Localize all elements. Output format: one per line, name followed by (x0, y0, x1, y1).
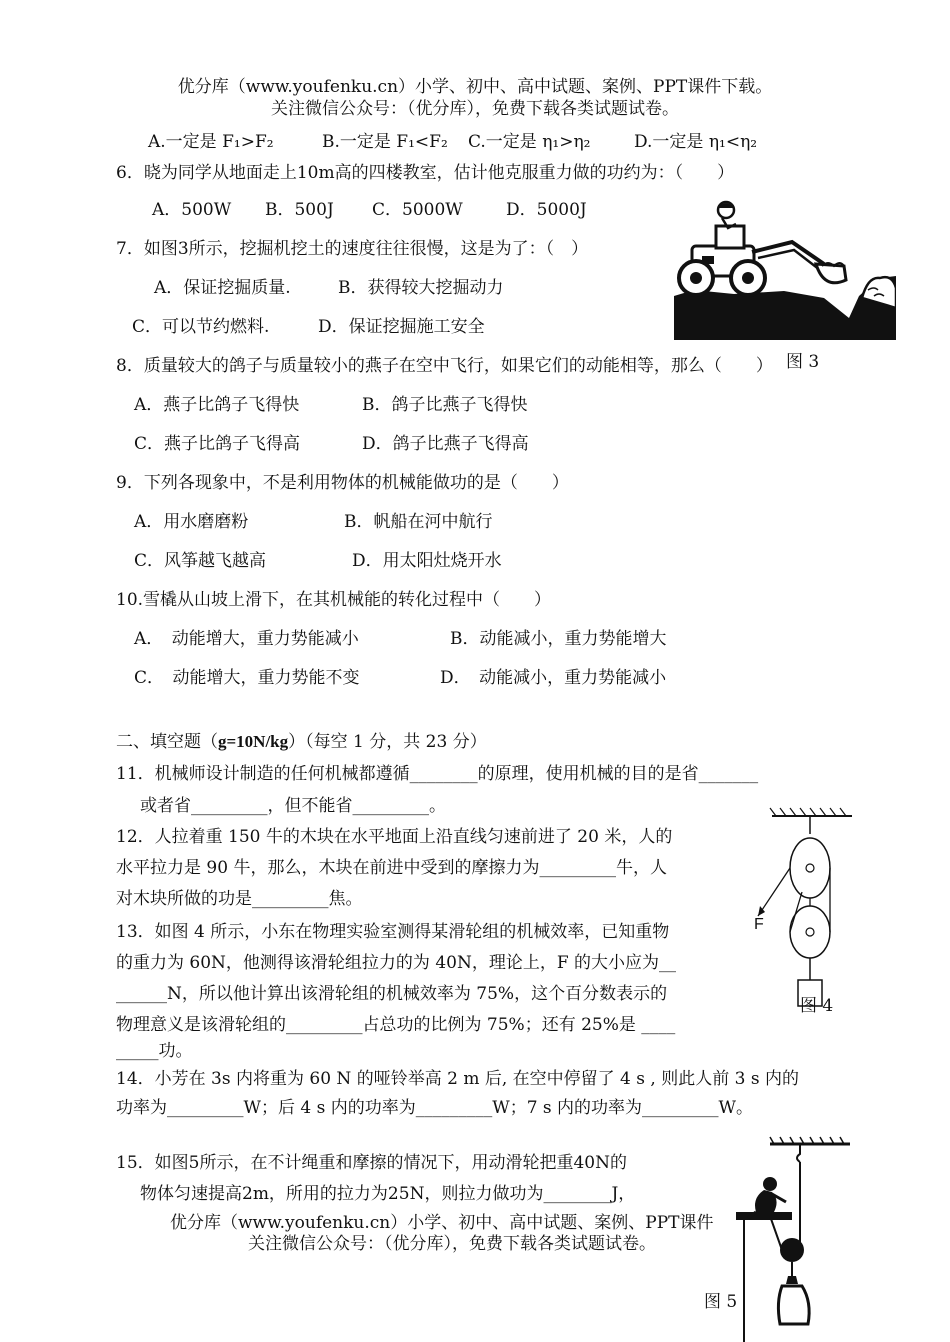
q8-option-b: B．鸽子比燕子飞得快 (362, 395, 528, 415)
q7-stem: 7．如图3所示，挖掘机挖土的速度往往很慢，这是为了：（ ） (116, 239, 589, 259)
footer-line-1: 优分库（www.youfenku.cn）小学、初中、高中试题、案例、PPT课件 (170, 1213, 714, 1233)
q15-line-1: 15．如图5所示，在不计绳重和摩擦的情况下，用动滑轮把重40N的 (116, 1153, 627, 1173)
fig3-caption: 图 3 (786, 352, 820, 372)
q8-option-d: D．鸽子比燕子飞得高 (362, 434, 529, 454)
q13-line-3: ______N，所以他计算出该滑轮组的机械效率为 75%，这个百分数表示的 (116, 984, 668, 1004)
q7-option-a: A．保证挖掘质量. (154, 278, 291, 298)
q11-line-2: 或者省_________，但不能省_________。 (140, 796, 446, 816)
fig4-force-label: F (754, 916, 764, 933)
q8-option-a: A．燕子比鸽子飞得快 (134, 395, 300, 415)
q6-stem: 6．晓为同学从地面走上10m高的四楼教室，估计他克服重力做的功约为：（ ） (116, 163, 735, 183)
q14-line-2: 功率为_________W；后 4 s 内的功率为_________W；7 s 内的功率为_________W。 (116, 1098, 754, 1118)
q12-line-1: 12．人拉着重 150 牛的木块在水平地面上沿直线匀速前进了 20 米，人的 (116, 827, 673, 847)
q11-line-1: 11．机械师设计制造的任何机械都遵循________的原理，使用机械的目的是省_______ (116, 764, 759, 784)
q8-option-c: C．燕子比鸽子飞得高 (134, 434, 301, 454)
q6-option-a: A．500W (152, 200, 232, 220)
q8-stem: 8．质量较大的鸽子与质量较小的燕子在空中飞行，如果它们的动能相等，那么（ ） (116, 356, 773, 376)
q13-line-5: _____功。 (116, 1041, 193, 1061)
q6-option-c: C．5000W (372, 200, 463, 220)
q5-option-d: D.一定是 η₁<η₂ (634, 132, 758, 152)
section-2-heading: 二、填空题（g=10N/kg）（每空 1 分，共 23 分） (116, 732, 487, 752)
q7-option-b: B．获得较大挖掘动力 (338, 278, 504, 298)
q5-option-b: B.一定是 F₁<F₂ (322, 132, 448, 152)
q6-option-d: D．5000J (506, 200, 587, 220)
q5-option-c: C.一定是 η₁>η₂ (468, 132, 591, 152)
q10-option-d: D． 动能减小，重力势能减小 (440, 668, 667, 688)
q9-option-b: B．帆船在河中航行 (344, 512, 493, 532)
q12-line-3: 对木块所做的功是_________焦。 (116, 889, 363, 909)
q14-line-1: 14．小芳在 3s 内将重为 60 N 的哑铃举高 2 m 后, 在空中停留了 4 s , 则此人前 3 s 内的 (116, 1069, 799, 1089)
q12-line-2: 水平拉力是 90 牛，那么，木块在前进中受到的摩擦力为_________牛，人 (116, 858, 667, 878)
pulley-block-figure (752, 806, 858, 1018)
q9-stem: 9．下列各现象中，不是利用物体的机械能做功的是（ ） (116, 473, 569, 493)
q10-option-b: B．动能减小，重力势能增大 (450, 629, 667, 649)
q10-option-c: C． 动能增大，重力势能不变 (134, 668, 360, 688)
q6-option-b: B．500J (265, 200, 334, 220)
fig5-caption: 图 5 (704, 1292, 738, 1312)
header-line-2: 关注微信公众号：（优分库），免费下载各类试题试卷。 (271, 99, 679, 119)
q7-option-c: C．可以节约燃料. (132, 317, 270, 337)
excavator-figure (674, 198, 896, 340)
fig4-caption: 图 4 (800, 996, 834, 1016)
q9-option-c: C．风筝越飞越高 (134, 551, 267, 571)
movable-pulley-figure (730, 1134, 854, 1342)
q13-line-2: 的重力为 60N，他测得该滑轮组拉力的为 40N，理论上，F 的大小应为__ (116, 953, 677, 973)
q5-option-a: A.一定是 F₁>F₂ (148, 132, 274, 152)
q7-option-d: D．保证挖掘施工安全 (318, 317, 485, 337)
footer-line-2: 关注微信公众号：（优分库），免费下载各类试题试卷。 (248, 1234, 656, 1254)
q10-stem: 10.雪橇从山坡上滑下，在其机械能的转化过程中（ ） (116, 590, 552, 610)
q15-line-2: 物体匀速提高2m，所用的拉力为25N，则拉力做功为________J， (140, 1184, 636, 1204)
header-line-1: 优分库（www.youfenku.cn）小学、初中、高中试题、案例、PPT课件下载。 (177, 77, 773, 97)
q9-option-a: A．用水磨磨粉 (134, 512, 249, 532)
q9-option-d: D．用太阳灶烧开水 (352, 551, 502, 571)
q10-option-a: A． 动能增大，重力势能减小 (134, 629, 359, 649)
q13-line-4: 物理意义是该滑轮组的_________占总功的比例为 75%；还有 25%是 ____ (116, 1015, 676, 1035)
q13-line-1: 13．如图 4 所示，小东在物理实验室测得某滑轮组的机械效率，已知重物 (116, 922, 670, 942)
